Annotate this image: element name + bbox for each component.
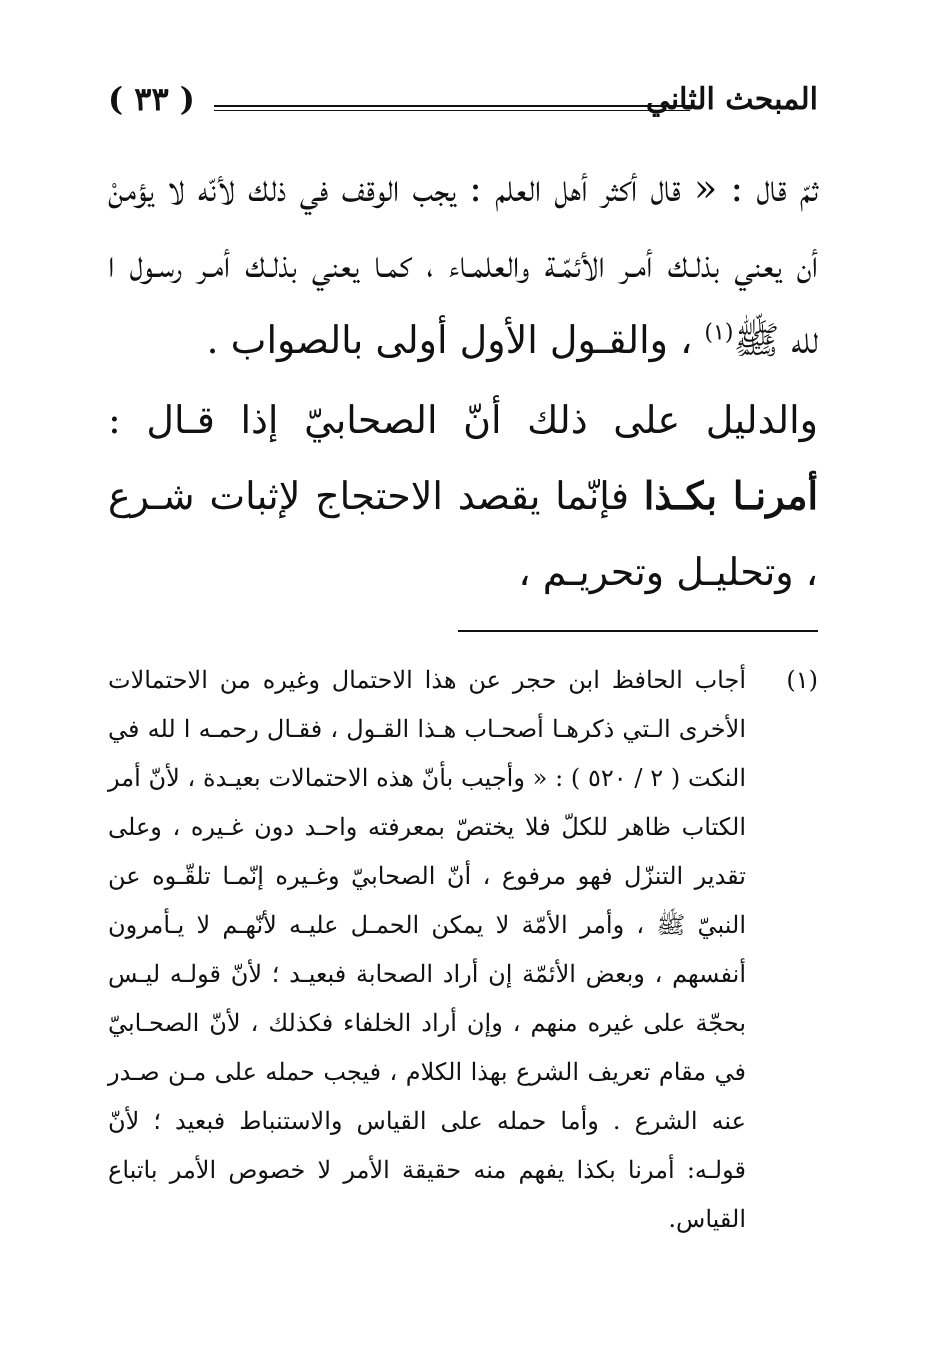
footnote xyxy=(108,656,818,1244)
footnote-number: (١) xyxy=(786,666,818,694)
main-text xyxy=(108,150,818,610)
header-rule xyxy=(214,105,690,111)
footnote-text: أجاب الحافظ ابن حجر عن هذا الاحتمال وغيره من الاحتمالات الأخرى الـتي ذكرهـا أصحـاب هـذا القـول ، فقـال رحمـه ا لله في النكت ( ٢ / ٥٢٠ ) : « وأجيب بأنّ هذه الاحتمالات بعيـدة ، لأنّ أمر الكتاب ظاهر للكلّ فلا يختصّ بمعرفته واحـد دون غـيره ، وعلى تقدير التنزّل فهو مرفوع ، أنّ الصحابيّ وغـيره إنّمـا تلقّـوه عن النبيّ ﷺ ، وأمر الأمّة لا يمكن الحمـل عليـه لأنّهـم لا يـأمرون أنفسهم ، وبعض الأئمّة إن أراد الصحابة فبعيـد ؛ لأنّ قولـه ليـس بحجّة على غيره منهم ، وإن أراد الخلفاء فكذلك ، لأنّ الصحـابيّ في مقام تعريف الشرع بهذا الكلام ، فيجب حمله على مـن صـدر عنه الشرع . وأما حمله على القياس والاستنباط فبعيد ؛ لأنّ قولـه: أمرنا بكذا يفهم منه حقيقة الأمر لا خصوص الأمر باتباع القياس. xyxy=(108,666,747,1233)
paragraph xyxy=(108,382,818,610)
paragraph-text: والدليل على ذلك أنّ الصحابيّ إذا قـال : xyxy=(108,398,818,442)
paragraph-text: ثمّ قال : « قال أكثر أهل العلم : يجب الوقف في ذلك لأنّه لا يؤمنْ أن يعني بذلـك أمـر الأئمّـة والعلمـاء ، كمـا يعني بذلـك أمـر رسـول ا لله ﷺ xyxy=(108,166,818,362)
running-header xyxy=(108,80,818,126)
page-number: ( ٣٣ ) xyxy=(108,80,195,118)
footnote-reference: (١) xyxy=(704,320,734,346)
chapter-title: المبحث الثاني xyxy=(645,82,818,117)
paragraph-text: فإنّما يقصد الاحتجاج لإثبات شـرع ، وتحليـل وتحريـم ، xyxy=(108,474,818,594)
bold-phrase: أمرنـا بكـذا xyxy=(643,473,818,518)
footnote-separator xyxy=(458,630,818,632)
paragraph xyxy=(108,150,818,378)
paragraph-text: ، والقـول الأول أولى بالصواب . xyxy=(206,318,705,362)
